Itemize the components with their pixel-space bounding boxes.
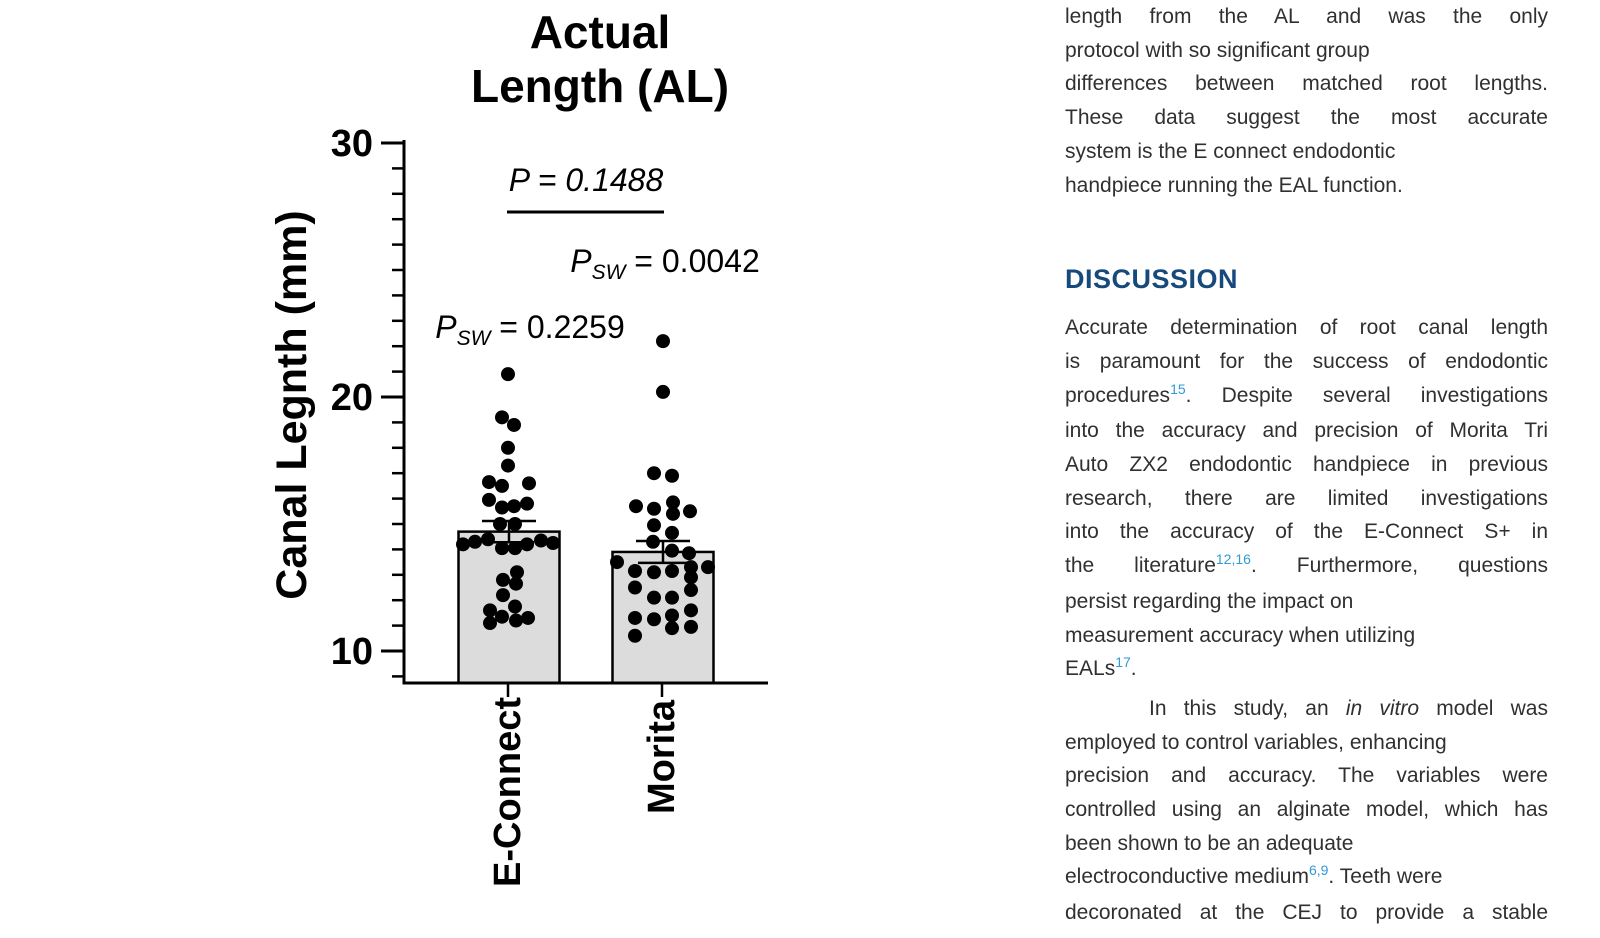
text-line: persist regarding the impact on xyxy=(1065,589,1354,613)
data-point xyxy=(665,591,679,605)
data-point xyxy=(495,500,509,514)
annotation-psw-econnect: $P_{SW} = 0.2259$ xyxy=(435,309,625,350)
category-label-Morita: Morita xyxy=(641,700,683,814)
data-point xyxy=(521,611,535,625)
data-point xyxy=(682,546,696,560)
text-line: employed to control variables, enhancing xyxy=(1065,730,1447,754)
data-point xyxy=(684,570,698,584)
data-point xyxy=(629,499,643,513)
data-point xyxy=(683,504,697,518)
data-point xyxy=(628,581,642,595)
data-point xyxy=(496,573,510,587)
data-point xyxy=(520,537,534,551)
data-point xyxy=(493,517,507,531)
data-point xyxy=(628,611,642,625)
data-point xyxy=(508,517,522,531)
text-line: Accurate determination of root canal length xyxy=(1065,316,1548,340)
data-point xyxy=(495,541,509,555)
text-line: precision and accuracy. The variables were xyxy=(1065,764,1548,788)
text-line: the literature$^{12,16}$. Furthermore, questions xyxy=(1065,551,1549,578)
text-line: These data suggest the most accurate xyxy=(1065,106,1548,130)
data-point xyxy=(665,526,679,540)
data-point xyxy=(647,518,661,532)
text-line: In this study, an in vitro model was xyxy=(1149,696,1548,720)
data-point xyxy=(520,497,534,511)
chart-title-line1: Actual xyxy=(529,6,671,58)
y-tick-label: 20 xyxy=(330,377,373,419)
data-point xyxy=(665,621,679,635)
text-line: EALs$^{17}$. xyxy=(1065,654,1137,681)
data-point xyxy=(665,544,679,558)
text-line: electroconductive medium$^{6,9}$. Teeth were xyxy=(1065,862,1443,889)
text-line: into the accuracy and precision of Morita Tri xyxy=(1065,419,1548,443)
data-point xyxy=(665,469,679,483)
text-line: protocol with so significant group xyxy=(1065,38,1370,62)
data-point xyxy=(610,555,624,569)
data-point xyxy=(647,612,661,626)
text-line: decoronated at the CEJ to provide a stable xyxy=(1065,901,1548,925)
data-point xyxy=(483,603,497,617)
data-point xyxy=(647,591,661,605)
data-point xyxy=(684,620,698,634)
data-point xyxy=(509,614,523,628)
data-point xyxy=(628,564,642,578)
text-line: system is the E connect endodontic xyxy=(1065,139,1396,163)
data-point xyxy=(496,588,510,602)
data-point xyxy=(628,629,642,643)
data-point xyxy=(495,610,509,624)
data-point xyxy=(647,502,661,516)
annotation-p-comparison: P = 0.1488 xyxy=(508,162,664,198)
text-line: been shown to be an adequate xyxy=(1065,831,1354,855)
data-point xyxy=(647,565,661,579)
text-line: Auto ZX2 endodontic handpiece in previous xyxy=(1065,453,1548,477)
data-point xyxy=(665,564,679,578)
data-point xyxy=(665,608,679,622)
y-axis-label: Canal Legnth (mm) xyxy=(268,210,316,600)
data-point xyxy=(684,603,698,617)
paragraph-results xyxy=(1065,0,1548,202)
data-point xyxy=(501,459,515,473)
data-point xyxy=(684,583,698,597)
data-point xyxy=(501,441,515,455)
data-point xyxy=(656,334,670,348)
data-point xyxy=(522,476,536,490)
annotation-psw-morita: $P_{SW} = 0.0042$ xyxy=(570,243,760,284)
y-tick-label: 10 xyxy=(330,631,373,673)
chart-title-line2: Length (AL) xyxy=(470,60,730,112)
article-column xyxy=(1065,0,1548,930)
data-point xyxy=(468,535,482,549)
data-point xyxy=(495,410,509,424)
text-line: length from the AL and was the only xyxy=(1065,5,1548,28)
data-point xyxy=(482,493,496,507)
text-line: measurement accuracy when utilizing xyxy=(1065,623,1416,647)
paragraph-discussion-1 xyxy=(1065,311,1548,688)
data-point xyxy=(508,541,522,555)
data-point xyxy=(495,479,509,493)
y-tick-label: 30 xyxy=(330,123,373,165)
text-line: differences between matched root lengths. xyxy=(1065,72,1548,96)
data-point xyxy=(482,475,496,489)
data-point xyxy=(507,499,521,513)
data-point xyxy=(666,507,680,521)
text-line: handpiece running the EAL function. xyxy=(1065,173,1403,197)
text-line: procedures$^{15}$. Despite several investigations xyxy=(1065,380,1548,407)
data-point xyxy=(701,560,715,574)
bar-Morita xyxy=(613,552,714,683)
text-line: is paramount for the success of endodontic xyxy=(1065,349,1548,373)
data-point xyxy=(481,532,495,546)
data-point xyxy=(501,367,515,381)
data-point xyxy=(507,418,521,432)
data-point xyxy=(534,534,548,548)
data-point xyxy=(647,466,661,480)
text-line: into the accuracy of the E-Connect S+ in xyxy=(1065,520,1548,544)
text-line: controlled using an alginate model, which has xyxy=(1065,798,1548,822)
data-point xyxy=(656,385,670,399)
text-line: research, there are limited investigations xyxy=(1065,486,1548,510)
paragraph-discussion-2 xyxy=(1065,692,1548,930)
data-point xyxy=(509,577,523,591)
data-point xyxy=(508,600,522,614)
section-heading-discussion: DISCUSSION xyxy=(1065,264,1239,295)
data-point xyxy=(646,535,660,549)
data-point xyxy=(456,537,470,551)
category-label-E-Connect: E-Connect xyxy=(487,697,529,887)
data-point xyxy=(546,536,560,550)
data-point xyxy=(483,616,497,630)
